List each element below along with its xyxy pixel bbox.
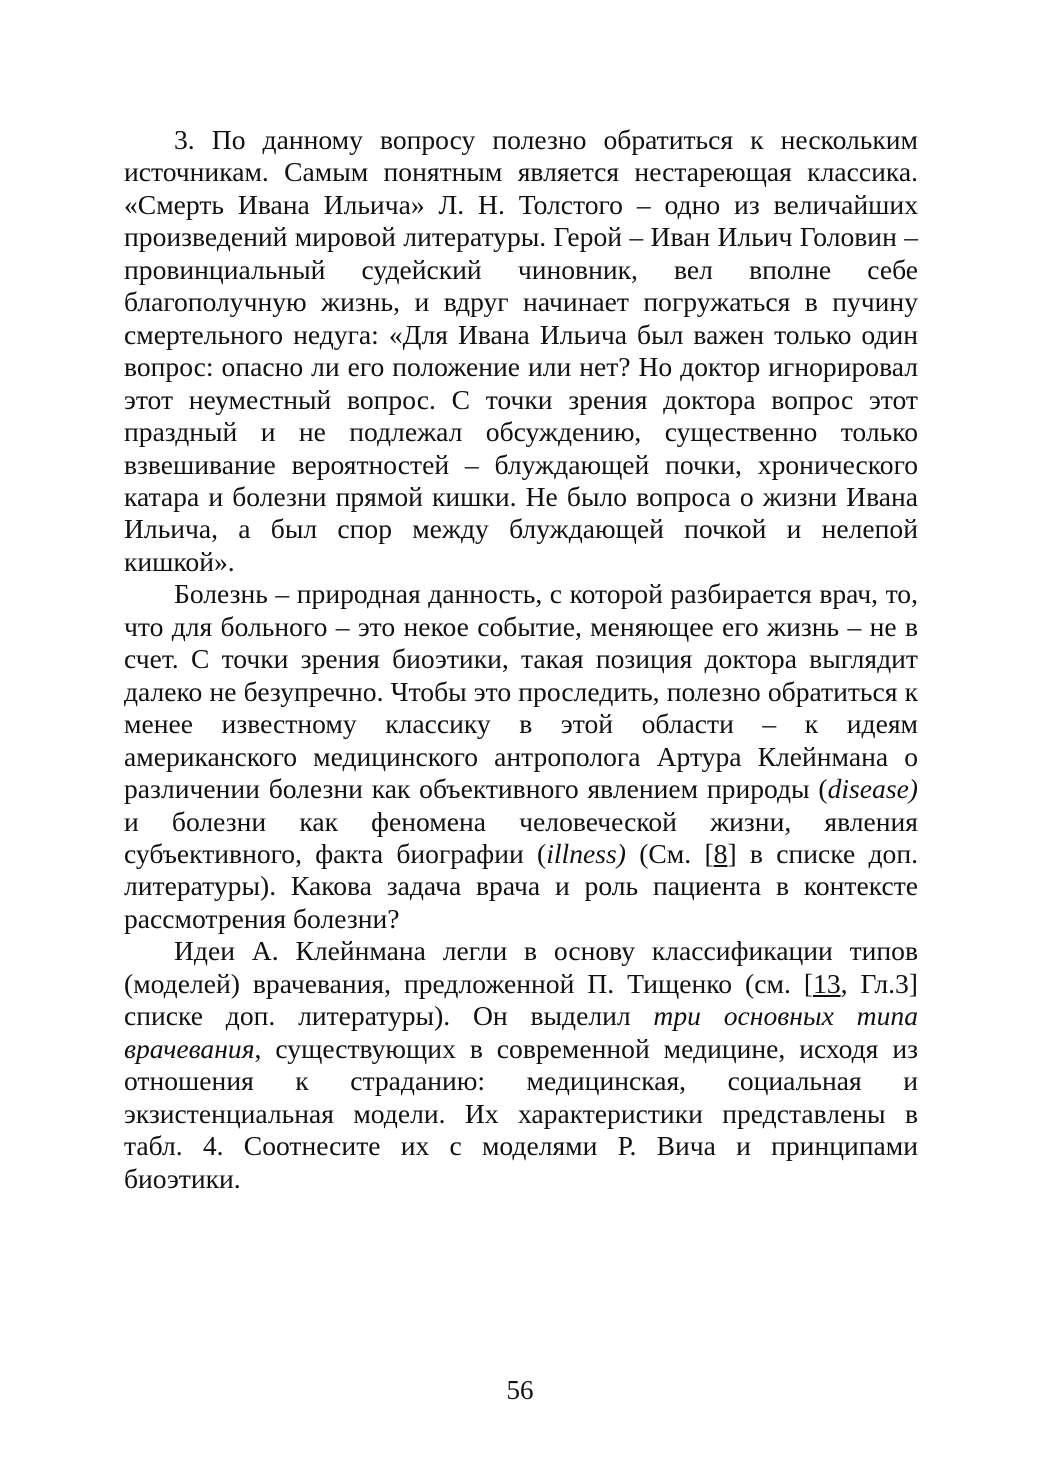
paragraph-sources <box>124 124 918 578</box>
paragraph-models <box>124 935 918 1195</box>
term-disease: disease) <box>827 773 918 805</box>
paragraph-kleinman-text-1: Болезнь – природная данность, с которой разбирается врач, то, что для больного – это некое событие, меняющее его жизнь – не в счет. С точки зрения биоэтики, такая позиция доктора выглядит далеко не безупречно. Чтобы это проследить, полезно обратиться к менее известному классику в этой области – к идеям американского медицинского антрополога Артура Клейнмана о различении болезни как объективного явлением природы ( <box>124 578 918 805</box>
paragraph-kleinman-text-3: (См. [ <box>625 837 714 869</box>
term-illness: illness) <box>546 837 626 869</box>
body-text <box>124 124 918 1195</box>
paragraph-kleinman-text-4: ] в списке доп. литературы). Какова задача врача и роль пациента в контексте рассмотрения болезни? <box>124 837 918 934</box>
paragraph-models-text-1: Идеи А. Клейнмана легли в основу классификации типов (моделей) врачевания, предложенной П. Тищенко (см. [ <box>124 935 918 999</box>
paragraph-kleinman <box>124 578 918 935</box>
paragraph-models-text-2: , Гл.3] списке доп. литературы). Он выделил <box>124 967 918 1032</box>
reference-link-13[interactable]: 13 <box>813 967 841 999</box>
reference-link-8[interactable]: 8 <box>713 837 728 869</box>
paragraph-kleinman-text-2: и болезни как феномена человеческой жизни, явления субъективного, факта биографии ( <box>124 805 918 869</box>
paragraph-models-text-3: , существующих в современной медицине, исходя из отношения к страданию: медицинская, социальная и экзистенциальная модели. Их характеристики представлены в табл. 4. Соотнесите их с моделями Р. Вича и принципами биоэтики. <box>124 1032 918 1194</box>
paragraph-sources-text: 3. По данному вопросу полезно обратиться к нескольким источникам. Самым понятным является нестареющая классика. «Смерть Ивана Ильича» Л. Н. Толстого – одно из величайших произведений мировой литературы. Герой – Иван Ильич Головин – провинциальный судейский чиновник, вел вполне себе благополучную жизнь, и вдруг начинает погружаться в пучину смертельного недуга: «Для Ивана Ильича был важен только один вопрос: опасно ли его положение или нет? Но доктор игнорировал этот неуместный вопрос. С точки зрения доктора вопрос этот праздный и не подлежал обсуждению, существенно только взвешивание вероятностей – блуждающей почки, хронического катара и болезни прямой кишки. Не было вопроса о жизни Ивана Ильича, а был спор между блуждающей почкой и нелепой кишкой». <box>124 124 918 577</box>
term-three-types: три основных типа врачевания <box>124 1000 918 1064</box>
page-number: 56 <box>506 1375 534 1405</box>
